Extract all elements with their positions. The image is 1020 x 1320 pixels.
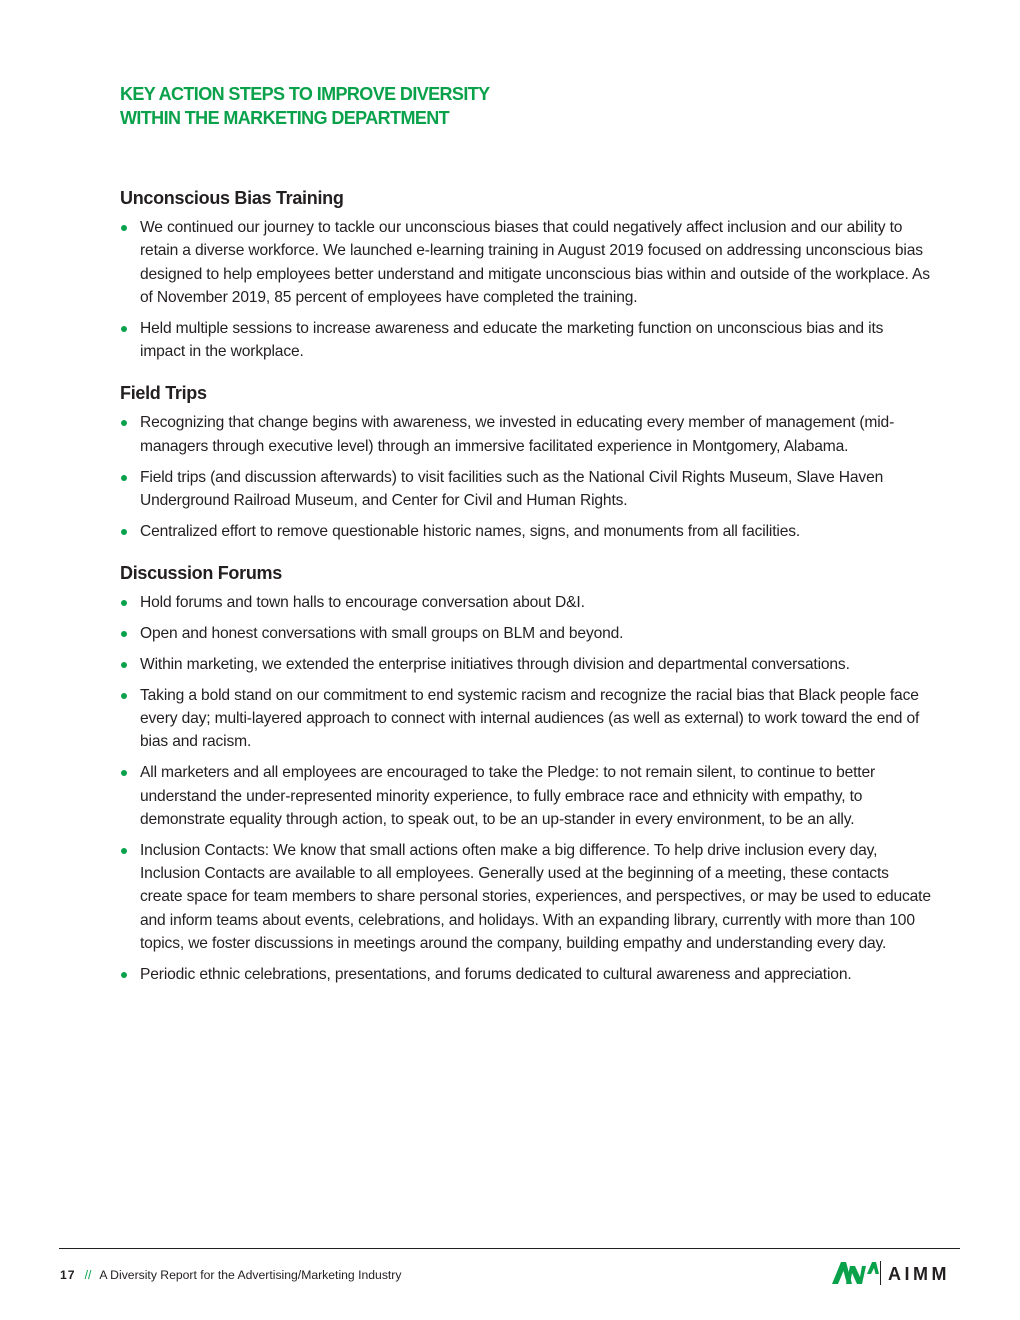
main-content bbox=[120, 186, 932, 1004]
list-item-text: Taking a bold stand on our commitment to end systemic racism and recognize the racial bias that Black people face every day; multi-layered approach to connect with internal audiences (as well as external) to work toward the end of bias and racism. bbox=[140, 686, 920, 751]
list-item bbox=[120, 761, 932, 831]
list-item-text: Inclusion Contacts: We know that small actions often make a big difference. To help drive inclusion every day, Inclusion Contacts are available to all employees. Generally used at the beginning of a meeting, these contacts create space for team members to share personal stories, experiences, and perspectives, or may be used to educate and inform teams about events, celebrations, and holidays. With an expanding library, currently with more than 100 topics, we foster discussions in meetings around the company, building empathy and understanding every day. bbox=[140, 841, 931, 952]
aimm-logo-text: AIMM bbox=[888, 1264, 950, 1284]
list-item bbox=[120, 317, 932, 364]
list-item-text: Centralized effort to remove questionable historic names, signs, and monuments from all facilities. bbox=[140, 522, 801, 540]
page-title-line-2: WITHIN THE MARKETING DEPARTMENT bbox=[120, 108, 450, 128]
ana-logo-icon bbox=[832, 1260, 880, 1288]
list-item bbox=[120, 216, 932, 309]
bullet-icon bbox=[121, 770, 127, 776]
bullet-icon bbox=[121, 693, 127, 699]
list-item-text: Hold forums and town halls to encourage conversation about D&I. bbox=[140, 594, 585, 612]
section-unconscious-bias-training bbox=[120, 186, 932, 363]
bullet-icon bbox=[121, 600, 127, 606]
page-number: 17 bbox=[60, 1268, 76, 1282]
bullet-icon bbox=[121, 529, 127, 535]
page-title bbox=[120, 82, 640, 130]
bullet-icon bbox=[121, 662, 127, 668]
list-item bbox=[120, 591, 932, 614]
footer-separator: // bbox=[84, 1268, 92, 1282]
list-item bbox=[120, 684, 932, 754]
logo-divider bbox=[880, 1261, 881, 1285]
list-item-text: Held multiple sessions to increase awareness and educate the marketing function on unconscious bias and its impact in the workplace. bbox=[140, 319, 884, 361]
list-item-text: Field trips (and discussion afterwards) to visit facilities such as the National Civil Rights Museum, Slave Haven Underground Railroad Museum, and Center for Civil and Human Rights. bbox=[140, 468, 884, 509]
bullet-icon bbox=[121, 475, 127, 481]
bullet-icon bbox=[121, 848, 127, 854]
section-heading: Field Trips bbox=[120, 383, 207, 404]
bullet-list bbox=[120, 411, 932, 543]
bullet-icon bbox=[121, 972, 127, 978]
list-item bbox=[120, 520, 932, 543]
section-heading: Unconscious Bias Training bbox=[120, 188, 344, 208]
list-item bbox=[120, 653, 932, 676]
list-item bbox=[120, 466, 932, 513]
bullet-list bbox=[120, 591, 932, 986]
bullet-icon bbox=[121, 326, 127, 332]
list-item-text: Recognizing that change begins with awareness, we invested in educating every member of management (mid-managers through executive level) through an immersive facilitated experience in Montgomery, Alabama. bbox=[140, 414, 895, 455]
ana-aimm-logo bbox=[832, 1260, 956, 1288]
bullet-icon bbox=[121, 420, 127, 426]
list-item bbox=[120, 411, 932, 458]
bullet-list bbox=[120, 216, 932, 363]
section-heading: Discussion Forums bbox=[120, 563, 282, 584]
footer bbox=[60, 1266, 401, 1284]
list-item-text: Periodic ethnic celebrations, presentations, and forums dedicated to cultural awareness and appreciation. bbox=[140, 965, 852, 983]
list-item bbox=[120, 622, 932, 645]
report-title: A Diversity Report for the Advertising/Marketing Industry bbox=[99, 1268, 402, 1282]
footer-divider bbox=[59, 1248, 960, 1249]
list-item-text: All marketers and all employees are encouraged to take the Pledge: to not remain silent, to continue to better understand the under-represented minority experience, to fully embrace race and ethnicity with empathy, to demonstrate equality through action, to speak out, to be an up-stander in every environment, to be an ally. bbox=[140, 764, 876, 828]
list-item bbox=[120, 839, 932, 955]
list-item-text: Within marketing, we extended the enterprise initiatives through division and departmental conversations. bbox=[140, 655, 850, 673]
section-discussion-forums bbox=[120, 561, 932, 986]
page-title-line-1: KEY ACTION STEPS TO IMPROVE DIVERSITY bbox=[120, 84, 490, 104]
bullet-icon bbox=[121, 631, 127, 637]
list-item-text: Open and honest conversations with small groups on BLM and beyond. bbox=[140, 624, 624, 642]
list-item bbox=[120, 963, 932, 986]
list-item-text: We continued our journey to tackle our unconscious biases that could negatively affect inclusion and our ability to retain a diverse workforce. We launched e-learning training in August 2019 focused on addressing unconscious bias designed to help employees better understand and mitigate unconscious bias within and outside of the workplace. As of November 2019, 85 percent of employees have completed the training. bbox=[140, 219, 930, 306]
bullet-icon bbox=[121, 225, 127, 231]
section-field-trips bbox=[120, 381, 932, 543]
